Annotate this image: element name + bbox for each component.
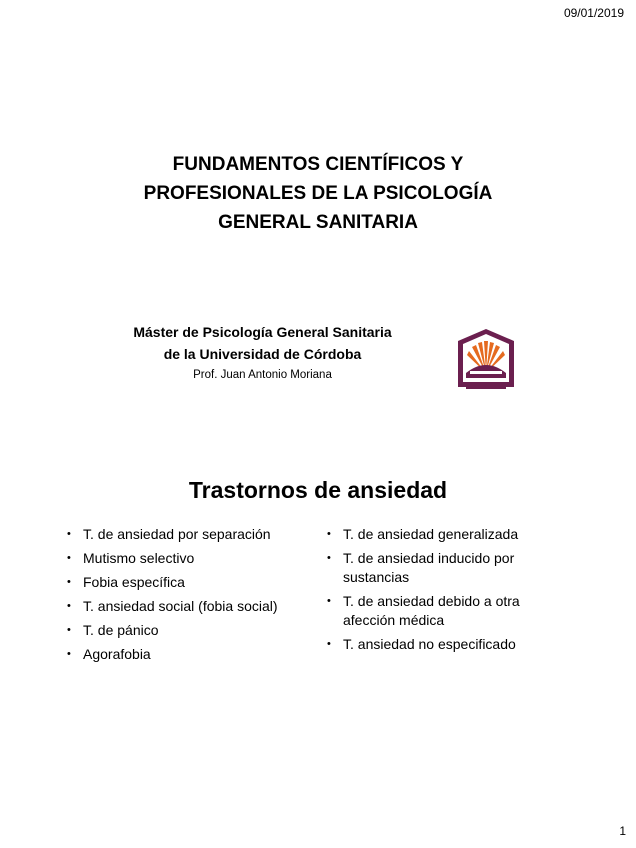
list-item: • T. de ansiedad por separación: [67, 525, 317, 544]
list-item: • T. de pánico: [67, 621, 317, 640]
slide-1-subtitle: [90, 321, 435, 385]
title-line: FUNDAMENTOS CIENTÍFICOS Y: [172, 154, 464, 175]
page-number: 1: [619, 824, 626, 838]
slide-2: [0, 425, 636, 848]
subtitle-line: Máster de Psicología General Sanitaria: [133, 324, 392, 340]
list-item: • Agorafobia: [67, 645, 317, 664]
list-item: • T. ansiedad social (fobia social): [67, 597, 317, 616]
left-bullet-list: [67, 525, 317, 669]
university-crest-icon: [456, 327, 516, 391]
title-line: GENERAL SANITARIA: [218, 212, 418, 233]
list-item: • T. de ansiedad debido a otra afección médica: [327, 592, 557, 630]
list-item: • T. de ansiedad generalizada: [327, 525, 557, 544]
slide-2-title: Trastornos de ansiedad: [188, 477, 448, 503]
slide-1-title: [60, 150, 576, 237]
right-bullet-list: [327, 525, 557, 659]
list-item: • Mutismo selectivo: [67, 549, 317, 568]
list-item: • Fobia específica: [67, 573, 317, 592]
subtitle-line: de la Universidad de Córdoba: [163, 346, 362, 362]
list-item: • T. de ansiedad inducido por sustancias: [327, 549, 557, 587]
date-stamp: 09/01/2019: [563, 6, 624, 20]
title-line: PROFESIONALES DE LA PSICOLOGÍA: [143, 183, 493, 204]
university-logo: [456, 327, 516, 391]
list-item: • T. ansiedad no especificado: [327, 635, 557, 654]
professor-name: Prof. Juan Antonio Moriana: [193, 369, 332, 381]
